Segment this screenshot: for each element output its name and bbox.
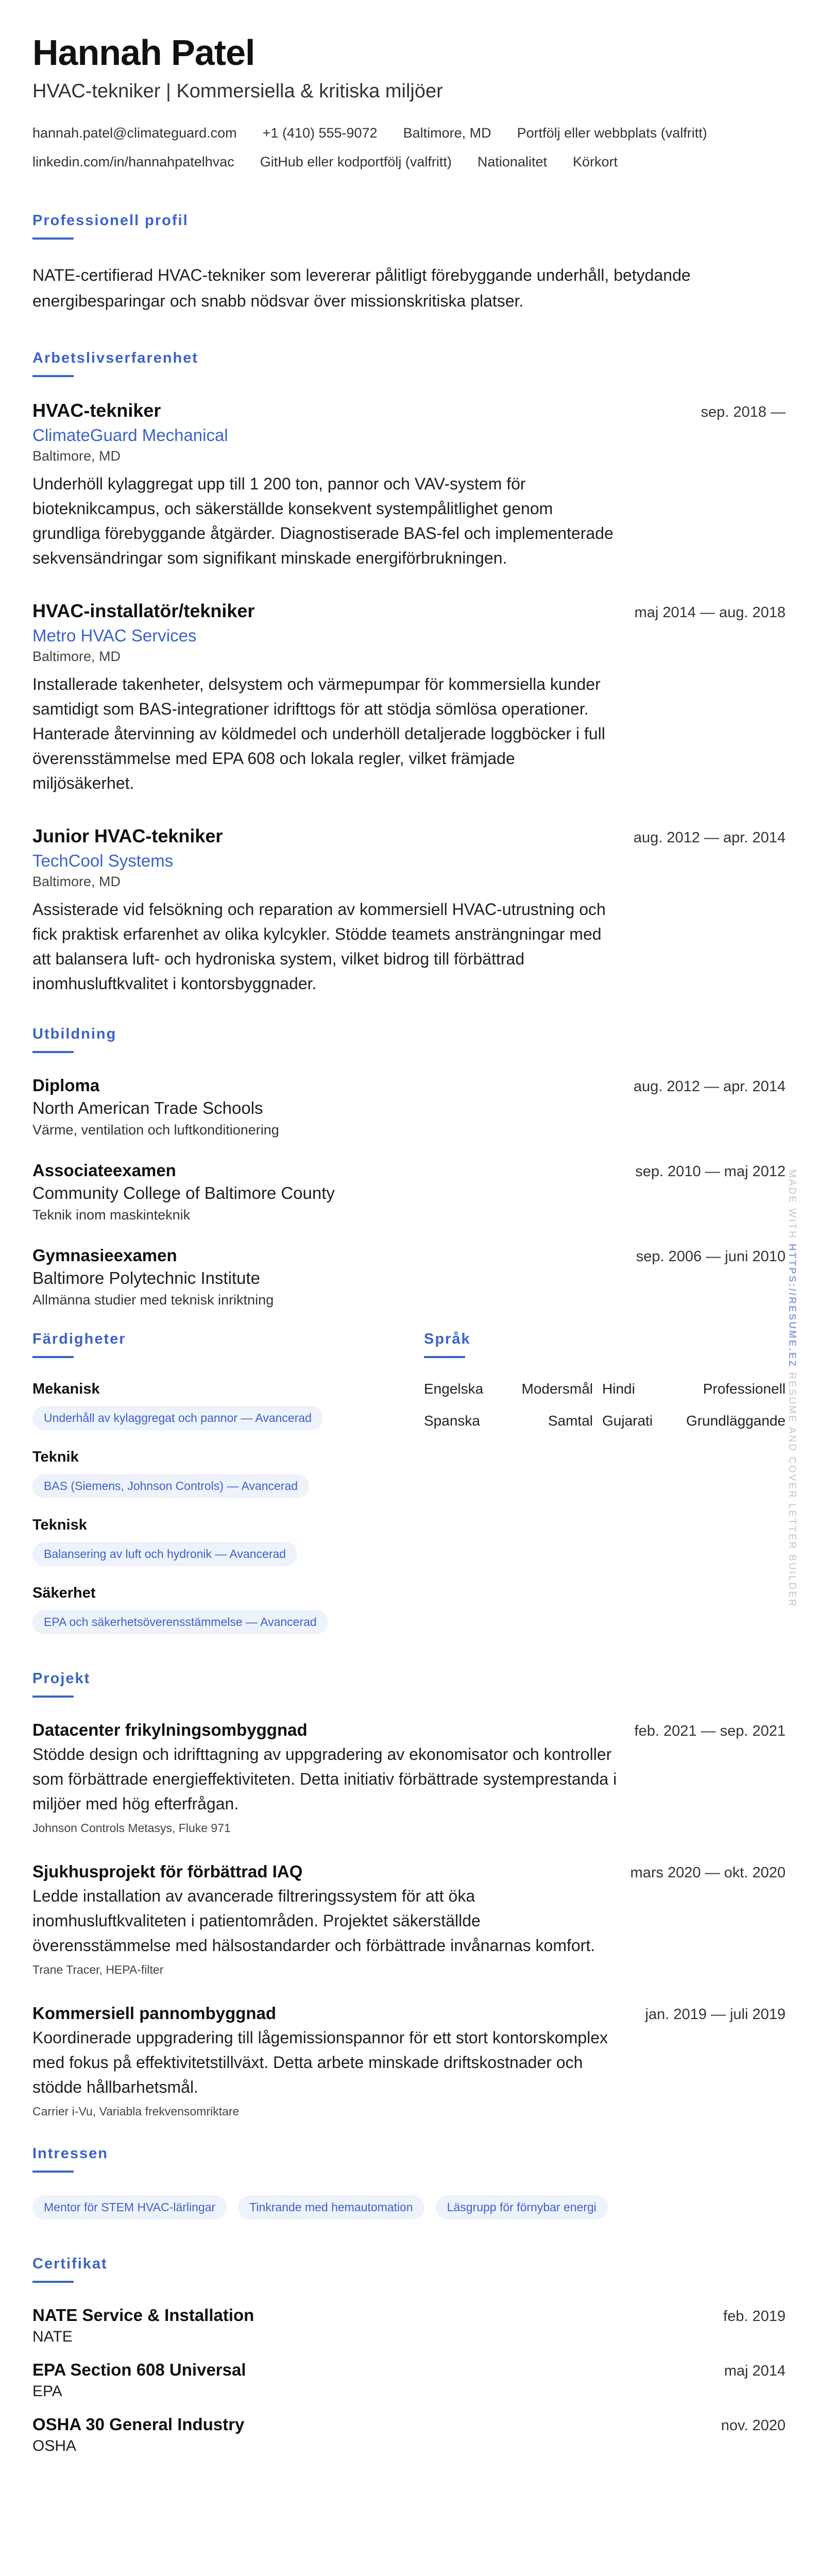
- education-section: [32, 1026, 786, 1308]
- contact-phone[interactable]: +1 (410) 555-9072: [262, 125, 378, 141]
- resume-page: [32, 32, 786, 2469]
- job-date: sep. 2018 —: [701, 404, 786, 420]
- experience-section: [32, 350, 786, 996]
- skill-group: [32, 1381, 424, 1430]
- certificate-name: NATE Service & Installation: [32, 2306, 254, 2325]
- watermark-prefix: MADE WITH: [787, 1170, 797, 1240]
- job-entry: [32, 825, 786, 996]
- certificate-date: maj 2014: [724, 2363, 786, 2379]
- section-divider: [32, 1356, 74, 1358]
- section-divider: [32, 2171, 74, 2173]
- skills-section: [32, 1331, 424, 1653]
- project-description: Koordinerade uppgradering till lågemissionspannor för ett stort kontorskomplex med fokus på effektivitetstillväxt. Detta arbete minskade driftskostnader och stödde hållbarhetsmål.: [32, 2028, 608, 2096]
- education-school: North American Trade Schools: [32, 1098, 263, 1117]
- certificate-issuer: OSHA: [32, 2437, 77, 2454]
- contact-location: Baltimore, MD: [403, 125, 491, 141]
- section-title-languages: Språk: [424, 1331, 471, 1347]
- interest-pill: Mentor för STEM HVAC-lärlingar: [32, 2195, 227, 2219]
- section-title-education: Utbildning: [32, 1026, 117, 1042]
- skill-category: Mekanisk: [32, 1381, 100, 1397]
- section-title-profile: Professionell profil: [32, 212, 189, 229]
- education-field: Teknik inom maskinteknik: [32, 1207, 191, 1223]
- language-level: Samtal: [548, 1413, 593, 1429]
- made-with-watermark: [786, 1170, 797, 1608]
- projects-section: [32, 1670, 786, 2119]
- interest-pill: Läsgrupp för förnybar energi: [436, 2195, 608, 2219]
- certificate-date: nov. 2020: [721, 2417, 786, 2434]
- skill-category: Säkerhet: [32, 1585, 96, 1601]
- language-level: Grundläggande: [686, 1413, 786, 1429]
- education-degree: Associateexamen: [32, 1161, 176, 1180]
- project-description: Ledde installation av avancerade filtreringssystem för att öka inomhusluftkvaliteten i patientområden. Projektet säkerställde överensstämmelse med hälsostandarder och förbättrade invånarnas komfort.: [32, 1887, 595, 1955]
- job-description: Underhöll kylaggregat upp till 1 200 ton, pannor och VAV-system för bioteknikcampus, och säkerställde konsekvent systempålitlighet genom grundliga förebyggande åtgärder. Diagnostiserade BAS-fel och implementerade sekvensändringar som signifikant minskade energiförbrukningen.: [32, 474, 614, 567]
- project-entry: [32, 1720, 786, 1835]
- skill-pill: EPA och säkerhetsöverensstämmelse — Avancerad: [32, 1610, 328, 1634]
- job-company: ClimateGuard Mechanical: [32, 426, 228, 445]
- project-title: Kommersiell pannombyggnad: [32, 2004, 277, 2023]
- certificate-issuer: EPA: [32, 2383, 62, 2400]
- certificate-entry: [32, 2306, 786, 2346]
- job-location: Baltimore, MD: [32, 874, 121, 889]
- project-tools: Trane Tracer, HEPA-filter: [32, 1963, 164, 1976]
- education-field: Värme, ventilation och luftkonditionering: [32, 1122, 279, 1138]
- job-description: Installerade takenheter, delsystem och värmepumpar för kommersiella kunder samtidigt som BAS-integrationer idrifttogs för att stödja sömlösa operationer. Hanterade återvinning av köldmedel och underhöll detaljerade loggböcker i full överensstämmelse med EPA 608 och lokala regler, vilket främjade miljösäkerhet.: [32, 675, 605, 792]
- language-name: Gujarati: [602, 1413, 653, 1429]
- education-field: Allmänna studier med teknisk inriktning: [32, 1292, 274, 1308]
- project-entry: [32, 2004, 786, 2119]
- contact-drivers-license: Körkort: [572, 154, 618, 170]
- section-divider: [32, 1696, 74, 1698]
- watermark-link[interactable]: HTTPS://RESUME.EZ: [787, 1244, 797, 1368]
- project-date: feb. 2021 — sep. 2021: [634, 1723, 786, 1739]
- education-school: Baltimore Polytechnic Institute: [32, 1268, 261, 1287]
- watermark-suffix: RESUME AND COVER LETTER BUILDER: [787, 1372, 797, 1608]
- language-level: Modersmål: [521, 1381, 593, 1397]
- job-location: Baltimore, MD: [32, 448, 121, 464]
- job-description: Assisterade vid felsökning och reparation av kommersiell HVAC-utrustning och fick praktisk erfarenhet av olika kylcykler. Stödde teamets ansträngningar med att balansera luft- och hydroniska system, vilket bidrog till förbättrad inomhusluftkvalitet i kontorsbyggnader.: [32, 900, 606, 993]
- job-date: maj 2014 — aug. 2018: [634, 604, 786, 621]
- certificate-issuer: NATE: [32, 2328, 73, 2345]
- certificate-date: feb. 2019: [723, 2308, 786, 2325]
- education-entry: [32, 1246, 786, 1308]
- certificate-entry: [32, 2360, 786, 2400]
- skill-pill: Underhåll av kylaggregat och pannor — Avancerad: [32, 1406, 323, 1430]
- skill-group: [32, 1517, 424, 1566]
- contact-github[interactable]: GitHub eller kodportfölj (valfritt): [260, 154, 452, 170]
- language-level: Professionell: [703, 1381, 786, 1397]
- candidate-headline: HVAC-tekniker | Kommersiella & kritiska miljöer: [32, 80, 443, 102]
- section-title-skills: Färdigheter: [32, 1331, 126, 1347]
- education-school: Community College of Baltimore County: [32, 1183, 335, 1202]
- skill-group: [32, 1449, 424, 1498]
- job-company: Metro HVAC Services: [32, 626, 197, 645]
- project-title: Sjukhusprojekt för förbättrad IAQ: [32, 1862, 303, 1881]
- certificate-name: OSHA 30 General Industry: [32, 2415, 245, 2434]
- education-date: aug. 2012 — apr. 2014: [633, 1078, 786, 1095]
- skill-category: Teknisk: [32, 1517, 87, 1533]
- job-entry: [32, 400, 786, 570]
- job-title: HVAC-tekniker: [32, 400, 161, 421]
- education-degree: Gymnasieexamen: [32, 1246, 177, 1265]
- language-list: [424, 1381, 786, 1429]
- profile-text: NATE-certifierad HVAC-tekniker som levererar pålitligt förebyggande underhåll, betydande energibesparingar och snabb nödsvar över missionskritiska platser.: [32, 266, 691, 310]
- skill-category: Teknik: [32, 1449, 79, 1465]
- contact-linkedin[interactable]: linkedin.com/in/hannahpatelhvac: [32, 154, 234, 170]
- section-divider: [424, 1356, 465, 1358]
- contact-portfolio[interactable]: Portfölj eller webbplats (valfritt): [517, 125, 707, 141]
- education-entry: [32, 1161, 786, 1223]
- section-title-projects: Projekt: [32, 1670, 91, 1687]
- project-description: Stödde design och idrifttagning av uppgradering av ekonomisator och kontroller som förbättrade energieffektiviteten. Detta initiativ förbättrade systemprestanda i miljöer med hög efterfrågan.: [32, 1745, 617, 1813]
- job-entry: [32, 600, 786, 795]
- language-name: Hindi: [602, 1381, 635, 1397]
- section-title-certificates: Certifikat: [32, 2256, 108, 2272]
- certificate-name: EPA Section 608 Universal: [32, 2360, 246, 2379]
- certificate-entry: [32, 2415, 786, 2455]
- skill-pill: Balansering av luft och hydronik — Avancerad: [32, 1542, 297, 1566]
- education-date: sep. 2006 — juni 2010: [636, 1248, 786, 1265]
- contact-nationality: Nationalitet: [477, 154, 547, 170]
- interest-list: [32, 2195, 786, 2219]
- section-divider: [32, 1051, 74, 1053]
- section-divider: [32, 375, 74, 377]
- language-name: Engelska: [424, 1381, 484, 1397]
- job-date: aug. 2012 — apr. 2014: [633, 829, 786, 846]
- skills-languages-row: [32, 1331, 786, 1653]
- project-date: mars 2020 — okt. 2020: [630, 1865, 786, 1881]
- skill-group: [32, 1585, 424, 1634]
- contact-email[interactable]: hannah.patel@climateguard.com: [32, 125, 237, 141]
- section-title-experience: Arbetslivserfarenhet: [32, 350, 199, 366]
- section-divider: [32, 238, 74, 240]
- job-company: TechCool Systems: [32, 851, 174, 870]
- interest-pill: Tinkrande med hemautomation: [238, 2195, 424, 2219]
- project-entry: [32, 1862, 786, 1977]
- interests-section: [32, 2145, 786, 2219]
- project-date: jan. 2019 — juli 2019: [645, 2006, 786, 2023]
- education-degree: Diploma: [32, 1076, 100, 1095]
- job-location: Baltimore, MD: [32, 649, 121, 664]
- profile-section: [32, 212, 786, 314]
- resume-header: [32, 32, 786, 176]
- education-date: sep. 2010 — maj 2012: [635, 1163, 786, 1180]
- section-divider: [32, 2281, 74, 2283]
- language-name: Spanska: [424, 1413, 480, 1429]
- section-title-interests: Intressen: [32, 2145, 108, 2162]
- job-title: HVAC-installatör/tekniker: [32, 600, 255, 621]
- certificates-section: [32, 2256, 786, 2455]
- languages-section: [424, 1331, 786, 1653]
- project-tools: Carrier i-Vu, Variabla frekvensomriktare: [32, 2105, 240, 2118]
- candidate-name: Hannah Patel: [32, 32, 255, 73]
- project-tools: Johnson Controls Metasys, Fluke 971: [32, 1821, 231, 1835]
- contact-list: [32, 118, 786, 176]
- skill-pill: BAS (Siemens, Johnson Controls) — Avancerad: [32, 1474, 309, 1498]
- job-title: Junior HVAC-tekniker: [32, 825, 223, 846]
- project-title: Datacenter frikylningsombyggnad: [32, 1720, 308, 1739]
- education-entry: [32, 1076, 786, 1138]
